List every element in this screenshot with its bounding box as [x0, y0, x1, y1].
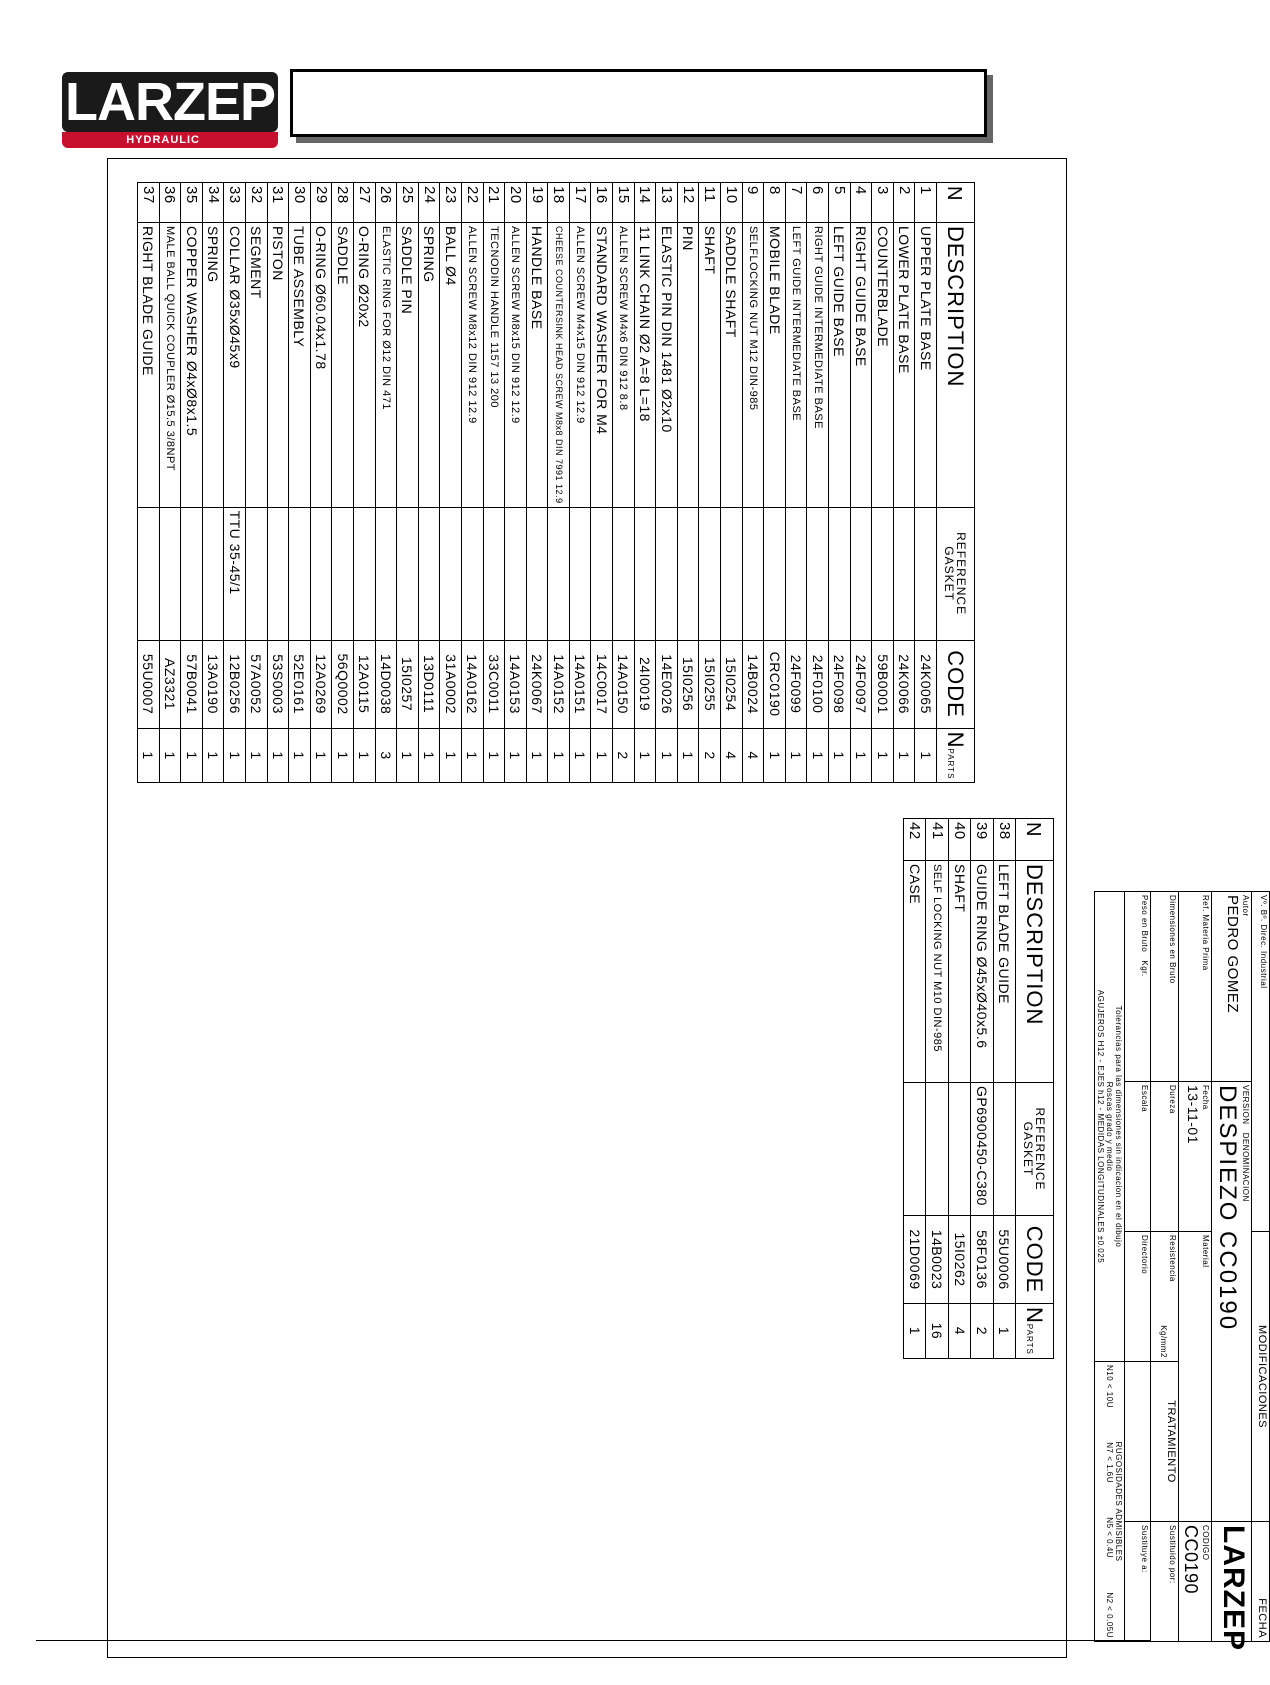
- cell-code: 12A0115: [353, 640, 375, 728]
- cell-parts: 1: [440, 728, 462, 783]
- tratamiento-cell: TRATAMIENTO: [1151, 1362, 1179, 1522]
- cell-code: 53S0003: [267, 640, 289, 728]
- cell-n: 24: [418, 183, 440, 223]
- autor-cell: Autor PEDRO GOMEZ: [1212, 892, 1252, 1082]
- cell-n: 40: [948, 819, 970, 861]
- cell-description: ALLEN SCREW M4x6 DIN 912 8.8: [613, 223, 635, 508]
- cell-description: RIGHT GUIDE INTERMEDIATE BASE: [807, 223, 829, 508]
- vb-label: Vº. Bº. Direc. Industrial: [1252, 892, 1270, 1232]
- cell-reference: [310, 507, 332, 640]
- rugosidades-cell: RUGOSIDADES ADMISIBLES N10 < 10U N7 < 1.6U N5 < 0.4U N2 < 0.05U: [1095, 1362, 1125, 1642]
- cell-code: AZ3321: [159, 640, 181, 728]
- cell-description: RIGHT BLADE GUIDE: [138, 223, 160, 508]
- table-row: [926, 819, 948, 1359]
- cell-parts: 1: [310, 728, 332, 783]
- cell-reference: [375, 507, 397, 640]
- cell-description: CHEESE COUNTERSINK HEAD SCREW M8x8 DIN 7991 12.9: [548, 223, 570, 508]
- title-box: [290, 69, 987, 137]
- cell-parts: 2: [613, 728, 635, 783]
- table-row: [375, 183, 397, 783]
- cell-code: 12A0269: [310, 640, 332, 728]
- cell-reference: [613, 507, 635, 640]
- cell-n: 41: [926, 819, 948, 861]
- cell-reference: [993, 1083, 1015, 1216]
- cell-n: 28: [332, 183, 354, 223]
- table-row: [353, 183, 375, 783]
- cell-parts: 1: [526, 728, 548, 783]
- cell-description: LEFT GUIDE INTERMEDIATE BASE: [785, 223, 807, 508]
- col-n: N: [1016, 819, 1054, 861]
- cell-code: CRC0190: [764, 640, 786, 728]
- fecha-col: FECHA: [1252, 1522, 1270, 1642]
- cell-code: 59B0001: [872, 640, 894, 728]
- cell-reference: [159, 507, 181, 640]
- cell-n: 6: [807, 183, 829, 223]
- cell-code: 24I0019: [634, 640, 656, 728]
- cell-reference: GP6900450-C380: [971, 1083, 993, 1216]
- cell-description: LEFT BLADE GUIDE: [993, 861, 1015, 1083]
- cell-parts: 1: [461, 728, 483, 783]
- cell-n: 34: [202, 183, 224, 223]
- peso-cell: Peso en Bruto Kgr.: [1125, 892, 1151, 1082]
- cell-code: 24F0100: [807, 640, 829, 728]
- table-row: [634, 183, 656, 783]
- table-row: [159, 183, 181, 783]
- cell-description: GUIDE RING Ø45xØ40x5.6: [971, 861, 993, 1083]
- cell-reference: [829, 507, 851, 640]
- cell-n: 37: [138, 183, 160, 223]
- table-row: [483, 183, 505, 783]
- cell-code: 21D0069: [904, 1216, 926, 1304]
- cell-parts: 1: [829, 728, 851, 783]
- cell-reference: [807, 507, 829, 640]
- cell-parts: 1: [591, 728, 613, 783]
- cell-code: 24K0067: [526, 640, 548, 728]
- cell-n: 10: [721, 183, 743, 223]
- cell-description: CASE: [904, 861, 926, 1083]
- cell-reference: [915, 507, 937, 640]
- cell-parts: 1: [993, 1304, 1015, 1359]
- table-row: [721, 183, 743, 783]
- cell-parts: 3: [375, 728, 397, 783]
- cell-reference: [505, 507, 527, 640]
- cell-n: 14: [634, 183, 656, 223]
- cell-n: 1: [915, 183, 937, 223]
- parts-table-secondary: [903, 818, 1054, 1359]
- cell-n: 11: [699, 183, 721, 223]
- directorio-cell: Directorio: [1125, 1232, 1151, 1362]
- cell-code: 55U0006: [993, 1216, 1015, 1304]
- cell-description: ALLEN SCREW M8x12 DIN 912 12.9: [461, 223, 483, 508]
- cell-parts: 1: [181, 728, 203, 783]
- cell-reference: [440, 507, 462, 640]
- cell-reference: [904, 1083, 926, 1216]
- cell-n: 23: [440, 183, 462, 223]
- cell-code: 14B0024: [742, 640, 764, 728]
- cell-parts: 1: [915, 728, 937, 783]
- col-reference: REFERENCE GASKET: [937, 507, 975, 640]
- cell-reference: [742, 507, 764, 640]
- cell-parts: 1: [764, 728, 786, 783]
- footer-line: [36, 1640, 1151, 1641]
- cell-code: 24K0065: [915, 640, 937, 728]
- cell-code: 24K0066: [893, 640, 915, 728]
- table-row: [915, 183, 937, 783]
- cell-description: SHAFT: [699, 223, 721, 508]
- cell-n: 33: [224, 183, 246, 223]
- cell-code: 55U0007: [138, 640, 160, 728]
- cell-n: 4: [850, 183, 872, 223]
- col-parts: NPARTS: [1016, 1304, 1054, 1359]
- cell-description: TUBE ASSEMBLY: [289, 223, 311, 508]
- cell-parts: 4: [721, 728, 743, 783]
- denominacion: DESPIEZO CC0190: [1214, 1085, 1241, 1332]
- cell-parts: 2: [699, 728, 721, 783]
- cell-parts: 1: [353, 728, 375, 783]
- cell-parts: 4: [742, 728, 764, 783]
- table-row: [699, 183, 721, 783]
- cell-reference: [267, 507, 289, 640]
- cell-code: 14A0151: [569, 640, 591, 728]
- cell-description: STANDARD WASHER FOR M4: [591, 223, 613, 508]
- cell-n: 35: [181, 183, 203, 223]
- cell-n: 29: [310, 183, 332, 223]
- cell-n: 36: [159, 183, 181, 223]
- cell-reference: [785, 507, 807, 640]
- cell-code: 14B0023: [926, 1216, 948, 1304]
- table-row: [764, 183, 786, 783]
- cell-n: 5: [829, 183, 851, 223]
- cell-description: COUNTERBLADE: [872, 223, 894, 508]
- cell-description: LOWER PLATE BASE: [893, 223, 915, 508]
- cell-reference: [926, 1083, 948, 1216]
- table-row: [310, 183, 332, 783]
- brand-cell: LARZEP: [1212, 1522, 1252, 1642]
- table-row: [613, 183, 635, 783]
- cell-reference: [569, 507, 591, 640]
- cell-description: SADDLE SHAFT: [721, 223, 743, 508]
- cell-reference: [353, 507, 375, 640]
- cell-reference: [461, 507, 483, 640]
- table-row: [224, 183, 246, 783]
- cell-reference: [634, 507, 656, 640]
- cell-reference: [483, 507, 505, 640]
- table-row: [850, 183, 872, 783]
- cell-reference: [246, 507, 268, 640]
- cell-reference: [764, 507, 786, 640]
- cell-reference: [948, 1083, 970, 1216]
- table-row: [505, 183, 527, 783]
- table-row: [656, 183, 678, 783]
- cell-n: 15: [613, 183, 635, 223]
- cell-parts: 1: [483, 728, 505, 783]
- cell-parts: 1: [656, 728, 678, 783]
- cell-description: SELFLOCKING NUT M12 DIN-985: [742, 223, 764, 508]
- cell-parts: 1: [505, 728, 527, 783]
- cell-description: HANDLE BASE: [526, 223, 548, 508]
- denominacion-cell: VERSION DENOMINACION DESPIEZO CC0190: [1212, 1082, 1252, 1522]
- cell-n: 31: [267, 183, 289, 223]
- cell-description: 11 LINK CHAIN Ø2 A=8 L=18: [634, 223, 656, 508]
- cell-parts: 1: [159, 728, 181, 783]
- cell-parts: 1: [677, 728, 699, 783]
- table-row: [591, 183, 613, 783]
- cell-reference: [418, 507, 440, 640]
- table-row: [993, 819, 1015, 1359]
- table-row: [289, 183, 311, 783]
- cell-n: 7: [785, 183, 807, 223]
- cell-n: 26: [375, 183, 397, 223]
- sustituye-cell: Sustituye a:: [1125, 1522, 1151, 1642]
- material-cell: Material: [1179, 1232, 1212, 1522]
- cell-description: TECNODIN HANDLE 1157 13 200: [483, 223, 505, 508]
- ref-materia-cell: Ref. Materia Prima: [1179, 892, 1212, 1082]
- cell-description: SPRING: [202, 223, 224, 508]
- cell-reference: TTU 35-45/1: [224, 507, 246, 640]
- table-row: [548, 183, 570, 783]
- cell-description: SEGMENT: [246, 223, 268, 508]
- cell-description: ELASTIC RING FOR Ø12 DIN 471: [375, 223, 397, 508]
- cell-parts: 1: [569, 728, 591, 783]
- cell-parts: 1: [332, 728, 354, 783]
- cell-reference: [181, 507, 203, 640]
- cell-code: 15I0255: [699, 640, 721, 728]
- cell-n: 16: [591, 183, 613, 223]
- cell-code: 14A0150: [613, 640, 635, 728]
- cell-description: SELF LOCKING NUT M10 DIN-985: [926, 861, 948, 1083]
- cell-code: 31A0002: [440, 640, 462, 728]
- cell-code: 14A0162: [461, 640, 483, 728]
- cell-reference: [526, 507, 548, 640]
- cell-code: 24F0098: [829, 640, 851, 728]
- table-row: [461, 183, 483, 783]
- cell-parts: 1: [224, 728, 246, 783]
- cell-parts: 1: [138, 728, 160, 783]
- cell-n: 42: [904, 819, 926, 861]
- cell-parts: 1: [634, 728, 656, 783]
- cell-reference: [202, 507, 224, 640]
- tolerancias-cell: Tolerancias para las dimensiones sin indicacion en el dibujo Roscas grado y medio AGUJEROS H12 - EJES h12 - MEDIDAS LONGITUDINALES ±0.025: [1095, 892, 1125, 1362]
- modificaciones: MODIFICACIONES: [1252, 1232, 1270, 1522]
- cell-description: SADDLE: [332, 223, 354, 508]
- table-row: [971, 819, 993, 1359]
- cell-n: 21: [483, 183, 505, 223]
- cell-code: 52E0161: [289, 640, 311, 728]
- cell-parts: 1: [246, 728, 268, 783]
- cell-n: 17: [569, 183, 591, 223]
- cell-parts: 1: [872, 728, 894, 783]
- cell-n: 12: [677, 183, 699, 223]
- codigo-cell: CODIGO CC0190: [1179, 1522, 1212, 1642]
- table-row: [332, 183, 354, 783]
- cell-code: 24F0099: [785, 640, 807, 728]
- cell-n: 22: [461, 183, 483, 223]
- cell-reference: [332, 507, 354, 640]
- cell-reference: [289, 507, 311, 640]
- larzep-logo: [56, 66, 276, 148]
- cell-code: 14A0152: [548, 640, 570, 728]
- cell-n: 30: [289, 183, 311, 223]
- cell-n: 32: [246, 183, 268, 223]
- cell-n: 13: [656, 183, 678, 223]
- col-code: CODE: [937, 640, 975, 728]
- table-row: [677, 183, 699, 783]
- col-parts: NPARTS: [937, 728, 975, 783]
- cell-description: MOBILE BLADE: [764, 223, 786, 508]
- cell-code: 33C0011: [483, 640, 505, 728]
- cell-n: 39: [971, 819, 993, 861]
- cell-parts: 1: [893, 728, 915, 783]
- cell-description: ALLEN SCREW M4x15 DIN 912 12.9: [569, 223, 591, 508]
- cell-n: 25: [397, 183, 419, 223]
- cell-parts: 1: [904, 1304, 926, 1359]
- table-row: [829, 183, 851, 783]
- cell-reference: [138, 507, 160, 640]
- cell-parts: 1: [548, 728, 570, 783]
- dureza-cell: Dureza: [1151, 1082, 1179, 1232]
- resistencia-cell: Resistencia Kg/mm2: [1151, 1232, 1179, 1362]
- cell-reference: [548, 507, 570, 640]
- table-row: [418, 183, 440, 783]
- table-row: [526, 183, 548, 783]
- cell-code: 15I0257: [397, 640, 419, 728]
- cell-code: 58F0136: [971, 1216, 993, 1304]
- cell-n: 2: [893, 183, 915, 223]
- escala-cell: Escala: [1125, 1082, 1151, 1232]
- logo-sub: HYDRAULIC: [62, 132, 278, 148]
- cell-n: 8: [764, 183, 786, 223]
- cell-description: UPPER PLATE BASE: [915, 223, 937, 508]
- table-row: [267, 183, 289, 783]
- cell-n: 19: [526, 183, 548, 223]
- cell-description: RIGHT GUIDE BASE: [850, 223, 872, 508]
- cell-parts: 1: [267, 728, 289, 783]
- cell-code: 12B0256: [224, 640, 246, 728]
- parts-table-main: [137, 182, 975, 783]
- cell-code: 24F0097: [850, 640, 872, 728]
- cell-description: COPPER WASHER Ø4xØ8x1.5: [181, 223, 203, 508]
- cell-reference: [721, 507, 743, 640]
- cell-n: 9: [742, 183, 764, 223]
- table-row: [569, 183, 591, 783]
- cell-n: 18: [548, 183, 570, 223]
- col-code: CODE: [1016, 1216, 1054, 1304]
- cell-code: 14A0153: [505, 640, 527, 728]
- cell-description: ELASTIC PIN DIN 1481 Ø2x10: [656, 223, 678, 508]
- cell-description: ALLEN SCREW M8x15 DIN 912 12.9: [505, 223, 527, 508]
- cell-parts: 1: [289, 728, 311, 783]
- cell-description: BALL Ø4: [440, 223, 462, 508]
- cell-code: 15I0254: [721, 640, 743, 728]
- table-row: [397, 183, 419, 783]
- cell-parts: 4: [948, 1304, 970, 1359]
- cell-code: 57A0052: [246, 640, 268, 728]
- cell-reference: [850, 507, 872, 640]
- cell-parts: 1: [397, 728, 419, 783]
- table-row: [904, 819, 926, 1359]
- table-row: [440, 183, 462, 783]
- cell-code: 13D0111: [418, 640, 440, 728]
- cell-code: 13A0190: [202, 640, 224, 728]
- cell-n: 3: [872, 183, 894, 223]
- table-row: [785, 183, 807, 783]
- cell-code: 14C0017: [591, 640, 613, 728]
- cell-parts: 1: [807, 728, 829, 783]
- table-row: [202, 183, 224, 783]
- cell-description: COLLAR Ø35xØ45x9: [224, 223, 246, 508]
- cell-code: 14E0026: [656, 640, 678, 728]
- table-row: [138, 183, 160, 783]
- col-n: N: [937, 183, 975, 223]
- cell-description: MALE BALL QUICK COUPLER Ø15.5 3/8NPT: [159, 223, 181, 508]
- cell-parts: 1: [850, 728, 872, 783]
- cell-reference: [872, 507, 894, 640]
- col-description: DESCRIPTION: [937, 223, 975, 508]
- cell-code: 14D0038: [375, 640, 397, 728]
- cell-reference: [677, 507, 699, 640]
- cell-description: PISTON: [267, 223, 289, 508]
- logo-brand: LARZEP: [62, 72, 278, 132]
- cell-n: 27: [353, 183, 375, 223]
- cell-description: SPRING: [418, 223, 440, 508]
- cell-parts: 1: [785, 728, 807, 783]
- table-row: [872, 183, 894, 783]
- cell-code: 56Q0002: [332, 640, 354, 728]
- cell-code: 57B0041: [181, 640, 203, 728]
- cell-reference: [893, 507, 915, 640]
- col-reference: REFERENCE GASKET: [1016, 1083, 1054, 1216]
- col-description: DESCRIPTION: [1016, 861, 1054, 1083]
- cell-n: 20: [505, 183, 527, 223]
- cell-reference: [591, 507, 613, 640]
- cell-reference: [656, 507, 678, 640]
- cell-parts: 1: [418, 728, 440, 783]
- cell-parts: 16: [926, 1304, 948, 1359]
- table-row: [246, 183, 268, 783]
- fecha-cell: Fecha 13-11-01: [1179, 1082, 1212, 1232]
- sustituido-cell: Sustituido por:: [1151, 1522, 1179, 1642]
- cell-description: SADDLE PIN: [397, 223, 419, 508]
- cell-description: O-RING Ø20x2: [353, 223, 375, 508]
- table-row: [742, 183, 764, 783]
- cell-code: 15I0256: [677, 640, 699, 728]
- cell-parts: 2: [971, 1304, 993, 1359]
- cell-description: O-RING Ø60.04x1.78: [310, 223, 332, 508]
- table-row: [948, 819, 970, 1359]
- cell-description: PIN: [677, 223, 699, 508]
- cell-reference: [397, 507, 419, 640]
- table-row: [893, 183, 915, 783]
- cell-n: 38: [993, 819, 1015, 861]
- cell-parts: 1: [202, 728, 224, 783]
- cell-reference: [699, 507, 721, 640]
- table-row: [807, 183, 829, 783]
- cell-code: 15I0262: [948, 1216, 970, 1304]
- table-row: [181, 183, 203, 783]
- cell-description: LEFT GUIDE BASE: [829, 223, 851, 508]
- dimensiones-cell: Dimensiones en Bruto: [1151, 892, 1179, 1082]
- title-block: [1094, 891, 1270, 1652]
- cell-description: SHAFT: [948, 861, 970, 1083]
